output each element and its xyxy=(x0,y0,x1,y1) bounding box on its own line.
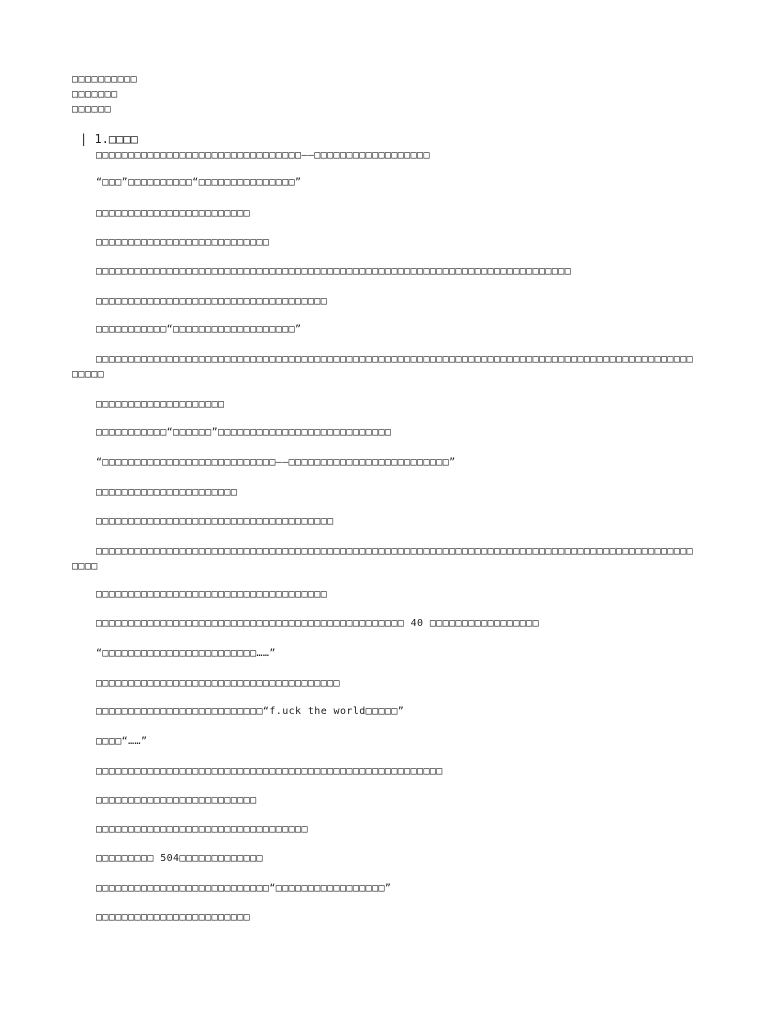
paragraph: □□□□□□□□□□□□□□□□□□□□□□□□ xyxy=(96,208,251,219)
paragraph: □□□□□□□□□□□□□□□□□□□□□□ xyxy=(96,487,238,498)
paragraph: □□□□□□□□□ 504□□□□□□□□□□□□□ xyxy=(96,853,263,864)
paragraph: “□□□□□□□□□□□□□□□□□□□□□□□□□□□——□□□□□□□□□□□□□□□□□□□□□□□□□” xyxy=(96,457,456,468)
paragraph: □□□□□□□□□□□□□□□□□□□□□□□□□□□□□□□□□□□□ xyxy=(96,589,328,600)
paragraph: “□□□”□□□□□□□□□□“□□□□□□□□□□□□□□□” xyxy=(96,177,302,188)
paragraph: □□□□□□□□□□□□□□□□□□□□□□□□□□□ xyxy=(96,237,270,248)
paragraph: □□□□□□□□□□□□□□□□□□□□□□□□□□□□□□□□□□□□□□□□□□□□□□□□ 40 □□□□□□□□□□□□□□□□□ xyxy=(96,618,540,629)
section-title: | 1.□□□□ xyxy=(80,132,138,146)
paragraph: □□□□□□□□□□□□□□□□□□□□□□□□□□□□□□□□□□□□□□□□□□□□□□□□□□□□□□ xyxy=(96,766,443,777)
paragraph: □□□□□□□□□□□□□□□□□□□□□□□□□□□□□□□□□□□□□□□□□□□□□□□□□□□□□□□□□□□□□□□□□□□□□□□□□□□□□□□□□□□□□□□□□□□□□□□□□ xyxy=(72,546,694,572)
paragraph: □□□□□□□□□□□□□□□□□□□□□□□□□□□□□□□□□□□□□□□□□□□□□□□□□□□□□□□□□□□□□□□□□□□□□□□□□□□□□□□□□□□□□□□□□□□□□□□□□□ xyxy=(72,354,694,380)
paragraph: □□□□“……” xyxy=(96,736,148,747)
paragraph: □□□□□□□□□□□□□□□□□□□□□□□□□□□□□□□□□□□□ xyxy=(96,296,328,307)
paragraph: □□□□□□□□□□□□□□□□□□□□□□□□□□“f.uck the world□□□□□” xyxy=(96,706,405,717)
paragraph: □□□□□□□□□□□“□□□□□□□□□□□□□□□□□□□” xyxy=(96,324,302,335)
paragraph: □□□□□□□□□□□□□□□□□□□□□□□□ xyxy=(96,912,251,923)
paragraph: □□□□□□□□□□□“□□□□□□”□□□□□□□□□□□□□□□□□□□□□□□□□□□ xyxy=(96,427,392,438)
paragraph: □□□□□□□□□□□□□□□□□□□□□□□□□□□“□□□□□□□□□□□□□□□□□” xyxy=(96,883,392,894)
paragraph: □□□□□□□□□□□□□□□□□□□□□□□□□□□□□□□□——□□□□□□□□□□□□□□□□□□ xyxy=(96,150,430,161)
paragraph: “□□□□□□□□□□□□□□□□□□□□□□□□……” xyxy=(96,648,276,659)
paragraph: □□□□□□□□□□□□□□□□□□□□ xyxy=(96,399,225,410)
paragraph: □□□□□□□□□□□□□□□□□□□□□□□□□□□□□□□□□□□□□ xyxy=(96,516,334,527)
paragraph: □□□□□□□□□□□□□□□□□□□□□□□□□ xyxy=(96,795,257,806)
header-line-1: □□□□□□□□□□ xyxy=(72,74,138,85)
header-line-2: □□□□□□□ xyxy=(72,89,118,100)
paragraph: □□□□□□□□□□□□□□□□□□□□□□□□□□□□□□□□□□□□□□ xyxy=(96,678,340,689)
paragraph: □□□□□□□□□□□□□□□□□□□□□□□□□□□□□□□□□ xyxy=(96,824,308,835)
header-line-3: □□□□□□ xyxy=(72,104,112,115)
paragraph: □□□□□□□□□□□□□□□□□□□□□□□□□□□□□□□□□□□□□□□□□□□□□□□□□□□□□□□□□□□□□□□□□□□□□□□□□□ xyxy=(96,266,572,277)
